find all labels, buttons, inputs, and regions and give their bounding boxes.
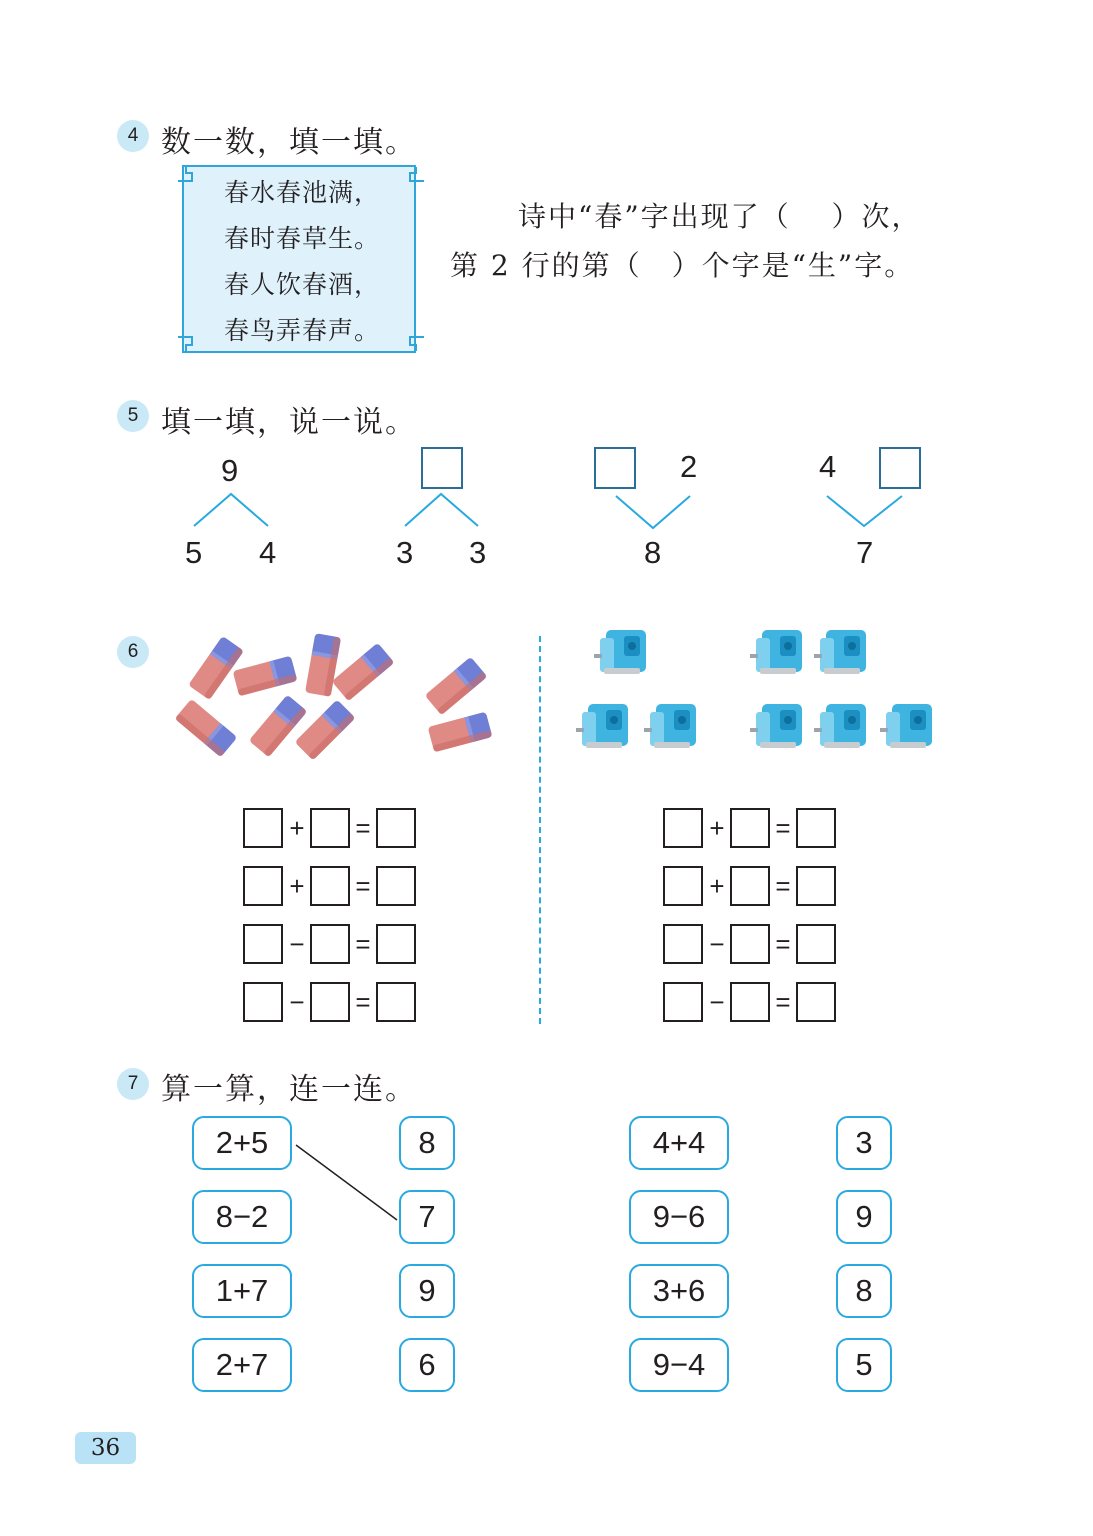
result-card[interactable]: 9: [836, 1190, 892, 1244]
question-4-title: 数一数，填一填。: [161, 125, 417, 160]
poem-line-4: 春鸟弄春声。: [224, 316, 381, 345]
expression-card[interactable]: 8−2: [192, 1190, 292, 1244]
result-card[interactable]: 9: [399, 1264, 455, 1318]
equals-sign: =: [775, 987, 791, 1017]
plus-sign: +: [709, 813, 725, 843]
result-card[interactable]: 7: [399, 1190, 455, 1244]
split-2-part-right: 3: [469, 535, 487, 570]
plus-sign: +: [289, 871, 305, 901]
expression-card[interactable]: 9−4: [629, 1338, 729, 1392]
equals-sign: =: [355, 871, 371, 901]
result-card[interactable]: 8: [836, 1264, 892, 1318]
expression-card[interactable]: 3+6: [629, 1264, 729, 1318]
question-6-number: 6: [117, 636, 149, 668]
poem-line-2: 春时春草生。: [224, 224, 381, 253]
question-4-number: 4: [117, 120, 149, 152]
page-number: 36: [75, 1432, 136, 1464]
minus-sign: −: [289, 929, 305, 959]
poem-line-3: 春人饮春酒，: [224, 270, 381, 299]
equals-sign: =: [775, 929, 791, 959]
minus-sign: −: [289, 987, 305, 1017]
question-7-number: 7: [117, 1068, 149, 1100]
equals-sign: =: [355, 813, 371, 843]
result-card[interactable]: 6: [399, 1338, 455, 1392]
question-5-title: 填一填，说一说。: [161, 405, 417, 440]
equals-sign: =: [355, 987, 371, 1017]
question-7-title: 算一算，连一连。: [161, 1072, 417, 1107]
minus-sign: −: [709, 987, 725, 1017]
equals-sign: =: [355, 929, 371, 959]
plus-sign: +: [709, 871, 725, 901]
split-2-part-left: 3: [396, 535, 414, 570]
question-4-line-2: 第 2 行的第（ ）个字是“生”字。: [450, 249, 915, 282]
result-card[interactable]: 8: [399, 1116, 455, 1170]
split-3-part-right: 2: [680, 449, 698, 484]
result-card[interactable]: 3: [836, 1116, 892, 1170]
expression-card[interactable]: 2+7: [192, 1338, 292, 1392]
split-1-part-left: 5: [185, 535, 203, 570]
expression-card[interactable]: 4+4: [629, 1116, 729, 1170]
expression-card[interactable]: 2+5: [192, 1116, 292, 1170]
plus-sign: +: [289, 813, 305, 843]
question-4-line-1: 诗中“春”字出现了（ ）次，: [518, 200, 922, 233]
question-5-number: 5: [117, 400, 149, 432]
equals-sign: =: [775, 871, 791, 901]
split-4-whole: 7: [856, 535, 874, 570]
minus-sign: −: [709, 929, 725, 959]
split-1-whole: 9: [221, 453, 239, 488]
split-1-part-right: 4: [259, 535, 277, 570]
split-4-part-left: 4: [819, 449, 837, 484]
poem-line-1: 春水春池满，: [224, 178, 381, 207]
expression-card[interactable]: 9−6: [629, 1190, 729, 1244]
result-card[interactable]: 5: [836, 1338, 892, 1392]
split-3-whole: 8: [644, 535, 662, 570]
expression-card[interactable]: 1+7: [192, 1264, 292, 1318]
equals-sign: =: [775, 813, 791, 843]
